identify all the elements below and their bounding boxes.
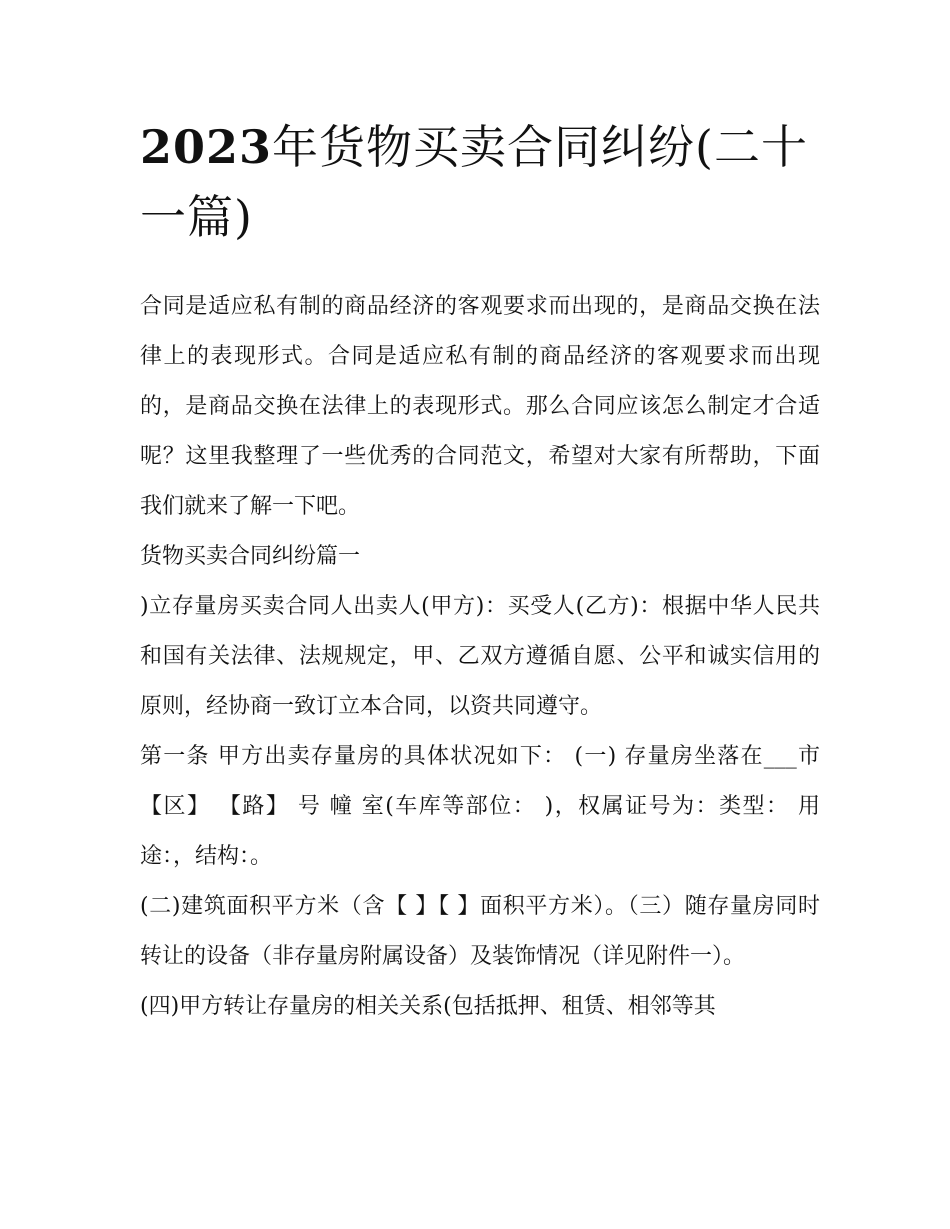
document-title: [140, 112, 820, 252]
title-year: 2023: [140, 120, 273, 174]
body-paragraph-3: (二)建筑面积平方米（含【 】【 】面积平方米）。（三）随存量房同时转让的设备（非存量房附属设备）及装饰情况（详见附件一）。: [140, 894, 820, 969]
document-page: [140, 112, 820, 1032]
body-paragraph-4: (四)甲方转让存量房的相关关系(包括抵押、租赁、相邻等其: [140, 994, 716, 1019]
body-paragraph-2: 第一条 甲方出卖存量房的具体状况如下： (一) 存量房坐落在___市 【区】 【路】 号 幢 室(车库等部位： )，权属证号为：类型： 用途：，结构：。: [140, 744, 820, 869]
title-text: 年货物买卖合同纠纷(二十一篇): [140, 120, 808, 244]
intro-paragraph: 合同是适应私有制的商品经济的客观要求而出现的，是商品交换在法律上的表现形式。合同是适应私有制的商品经济的客观要求而出现的，是商品交换在法律上的表现形式。那么合同应该怎么制定才合适呢？这里我整理了一些优秀的合同范文，希望对大家有所帮助，下面我们就来了解一下吧。: [140, 294, 820, 519]
section-heading: 货物买卖合同纠纷篇一: [140, 544, 361, 569]
body-paragraph-1: )立存量房买卖合同人出卖人(甲方)：买受人(乙方)：根据中华人民共和国有关法律、法规规定，甲、乙双方遵循自愿、公平和诚实信用的原则，经协商一致订立本合同，以资共同遵守。: [140, 594, 820, 719]
